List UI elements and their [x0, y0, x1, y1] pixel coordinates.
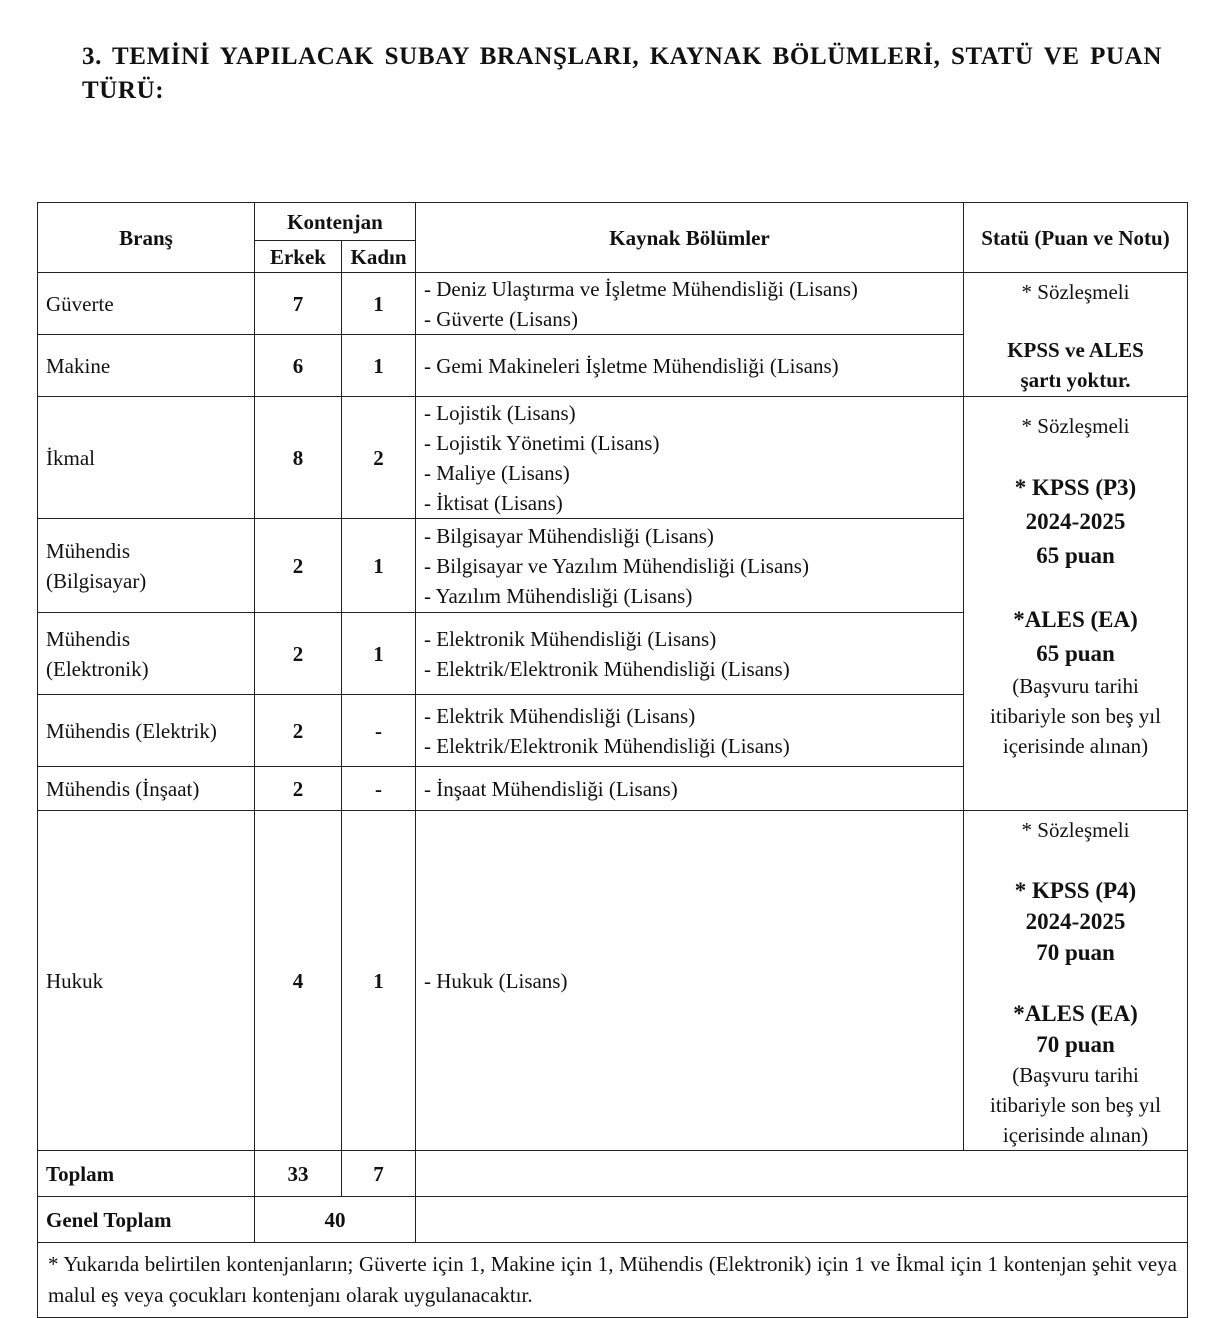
- header-brans: Branş: [38, 203, 255, 273]
- row-erkek: 2: [255, 767, 342, 811]
- statu-ales-note: itibariyle son beş yıl: [990, 704, 1161, 728]
- bolum-item: - Bilgisayar Mühendisliği (Lisans): [424, 523, 714, 548]
- statu-ales-puan: 70 puan: [1036, 1032, 1115, 1057]
- row-brans-line1: Mühendis: [46, 626, 130, 651]
- bolum-item: - Elektrik Mühendisliği (Lisans): [424, 703, 696, 728]
- row-erkek: 8: [255, 397, 342, 519]
- grand-total-row: [38, 1197, 1188, 1243]
- row-kadin: 1: [342, 335, 416, 397]
- header-erkek: Erkek: [255, 241, 342, 273]
- row-brans: Hukuk: [38, 811, 255, 1151]
- bolum-item: - Elektrik/Elektronik Mühendisliği (Lisans): [424, 656, 790, 681]
- table-row: [38, 273, 1188, 335]
- total-label: Toplam: [38, 1151, 255, 1197]
- grand-total-empty: [416, 1197, 1188, 1243]
- row-kadin: -: [342, 695, 416, 767]
- row-bolumler: [416, 519, 964, 613]
- statu-kpss-year: 2024-2025: [1025, 509, 1126, 534]
- statu-ales-note: (Başvuru tarihi: [1012, 674, 1139, 698]
- statu-kpss: * KPSS (P3): [1014, 475, 1137, 500]
- statu-note: şartı yoktur.: [1020, 368, 1131, 392]
- statu-ales-note: içerisinde alınan): [1002, 1123, 1149, 1147]
- footnote: * Yukarıda belirtilen kontenjanların; Güverte için 1, Makine için 1, Mühendis (Elektronik) için 1 ve İkmal için 1 kontenjan şehit veya malul eş veya çocukları kontenjanı olarak uygulanacaktır.: [38, 1243, 1188, 1318]
- statu-group-1: [964, 273, 1188, 397]
- row-brans-line2: (Bilgisayar): [46, 568, 147, 593]
- statu-sozlesmeli: * Sözleşmeli: [1021, 280, 1130, 304]
- row-bolumler: [416, 273, 964, 335]
- statu-group-2: [964, 397, 1188, 811]
- statu-kpss: * KPSS (P4): [1014, 878, 1137, 903]
- statu-ales: *ALES (EA): [1013, 607, 1138, 632]
- bolum-item: - Lojistik (Lisans): [424, 400, 576, 425]
- page-heading: 3. TEMİNİ YAPILACAK SUBAY BRANŞLARI, KAYNAK BÖLÜMLERİ, STATÜ VE PUAN TÜRÜ:: [82, 43, 1162, 104]
- row-bolumler: [416, 335, 964, 397]
- bolum-item: - Yazılım Mühendisliği (Lisans): [424, 583, 693, 608]
- row-kadin: 1: [342, 519, 416, 613]
- row-brans-line1: Mühendis: [46, 538, 130, 563]
- row-kadin: 1: [342, 811, 416, 1151]
- row-erkek: 2: [255, 613, 342, 695]
- row-erkek: 2: [255, 519, 342, 613]
- row-brans: Mühendis (İnşaat): [38, 767, 255, 811]
- statu-ales-note: itibariyle son beş yıl: [990, 1093, 1161, 1117]
- statu-kpss-puan: 65 puan: [1036, 543, 1115, 568]
- header-kadin: Kadın: [342, 241, 416, 273]
- bolum-item: - Lojistik Yönetimi (Lisans): [424, 430, 660, 455]
- header-statu: [964, 203, 1188, 273]
- row-bolumler: [416, 613, 964, 695]
- statu-ales-note: (Başvuru tarihi: [1012, 1063, 1139, 1087]
- branch-table: [37, 202, 1188, 1318]
- statu-kpss-year: 2024-2025: [1025, 909, 1126, 934]
- row-kadin: -: [342, 767, 416, 811]
- total-row: [38, 1151, 1188, 1197]
- statu-ales: *ALES (EA): [1013, 1001, 1138, 1026]
- grand-total-value: 40: [255, 1197, 416, 1243]
- statu-sozlesmeli: * Sözleşmeli: [1021, 818, 1130, 842]
- bolum-item: - İnşaat Mühendisliği (Lisans): [424, 776, 678, 801]
- bolum-item: - Bilgisayar ve Yazılım Mühendisliği (Lisans): [424, 553, 809, 578]
- row-bolumler: [416, 767, 964, 811]
- row-bolumler: [416, 811, 964, 1151]
- bolum-item: - Maliye (Lisans): [424, 460, 570, 485]
- row-brans-line2: (Elektronik): [46, 656, 149, 681]
- row-bolumler: [416, 695, 964, 767]
- bolum-item: - Elektrik/Elektronik Mühendisliği (Lisans): [424, 733, 790, 758]
- bolum-item: - Hukuk (Lisans): [424, 968, 568, 993]
- total-empty: [416, 1151, 1188, 1197]
- row-brans: İkmal: [38, 397, 255, 519]
- row-erkek: 7: [255, 273, 342, 335]
- statu-note: KPSS ve ALES: [1007, 338, 1144, 362]
- grand-total-label: Genel Toplam: [38, 1197, 255, 1243]
- bolum-item: - Gemi Makineleri İşletme Mühendisliği (Lisans): [424, 353, 839, 378]
- bolum-item: - Elektronik Mühendisliği (Lisans): [424, 626, 717, 651]
- total-erkek: 33: [255, 1151, 342, 1197]
- row-brans: Güverte: [38, 273, 255, 335]
- row-brans: [38, 519, 255, 613]
- total-kadin: 7: [342, 1151, 416, 1197]
- header-kontenjan: Kontenjan: [255, 203, 416, 241]
- table-row: [38, 397, 1188, 519]
- statu-kpss-puan: 70 puan: [1036, 940, 1115, 965]
- header-kaynak: Kaynak Bölümler: [416, 203, 964, 273]
- footnote-row: [38, 1243, 1188, 1318]
- statu-group-3: [964, 811, 1188, 1151]
- row-bolumler: [416, 397, 964, 519]
- header-statu-line2: (Puan ve Notu): [1034, 225, 1170, 250]
- statu-ales-puan: 65 puan: [1036, 641, 1115, 666]
- row-kadin: 1: [342, 273, 416, 335]
- row-brans: Makine: [38, 335, 255, 397]
- row-kadin: 2: [342, 397, 416, 519]
- row-brans: [38, 613, 255, 695]
- row-kadin: 1: [342, 613, 416, 695]
- row-brans: Mühendis (Elektrik): [38, 695, 255, 767]
- bolum-item: - Deniz Ulaştırma ve İşletme Mühendisliği (Lisans): [424, 276, 858, 301]
- statu-ales-note: içerisinde alınan): [1002, 734, 1149, 758]
- row-erkek: 6: [255, 335, 342, 397]
- table-row: [38, 811, 1188, 1151]
- bolum-item: - Güverte (Lisans): [424, 306, 578, 331]
- bolum-item: - İktisat (Lisans): [424, 490, 563, 515]
- header-statu-line1: Statü: [981, 225, 1030, 250]
- statu-sozlesmeli: * Sözleşmeli: [1021, 414, 1130, 438]
- row-erkek: 4: [255, 811, 342, 1151]
- row-erkek: 2: [255, 695, 342, 767]
